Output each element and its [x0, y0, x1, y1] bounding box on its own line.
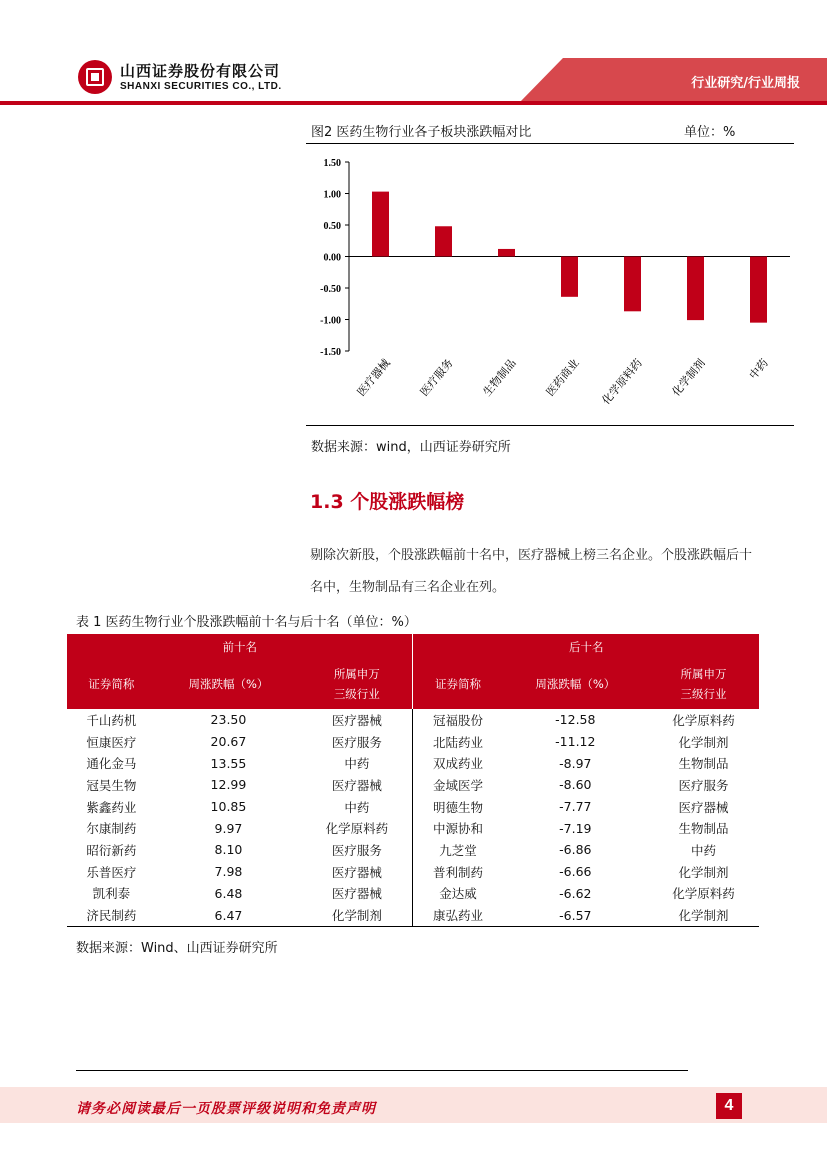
bars — [372, 192, 767, 323]
bar-6 — [750, 257, 767, 323]
cell-b-chg: -11.12 — [555, 734, 596, 750]
table-row — [67, 731, 759, 753]
cell-b-chg: -12.58 — [555, 712, 596, 728]
footer-rule — [76, 1070, 688, 1071]
cell-a-name: 凯利泰 — [92, 886, 131, 902]
cell-b-ind: 生物制品 — [678, 821, 729, 837]
cell-b-chg: -7.77 — [559, 799, 592, 815]
y-tick-label: 1.50 — [323, 158, 341, 169]
cell-a-name: 济民制药 — [67, 904, 156, 926]
logo-square-icon — [91, 73, 99, 81]
cell-a-name: 昭衍新药 — [86, 842, 137, 858]
col-industry-header: 所属申万 三级行业 — [301, 659, 413, 709]
cell-a-name: 乐普医疗 — [86, 864, 137, 880]
x-label-6: 中药 — [747, 357, 771, 382]
x-axis-labels — [354, 356, 771, 407]
stock-ranking-table — [67, 634, 759, 927]
table-row — [67, 709, 759, 731]
y-tick-label: -1.50 — [320, 347, 341, 358]
x-label-1: 医疗服务 — [418, 357, 456, 399]
table-source: 数据来源：Wind、山西证券研究所 — [76, 941, 278, 956]
cell-b-name: 普利制药 — [433, 864, 484, 880]
cell-a-chg: 6.47 — [156, 904, 301, 926]
x-label-2: 生物制品 — [481, 357, 519, 399]
cell-a-name: 恒康医疗 — [86, 734, 137, 750]
cell-b-ind: 化学制剂 — [678, 734, 729, 750]
col-name-header: 证券简称 — [67, 659, 156, 709]
col-change-header: 周涨跌幅（%） — [503, 659, 648, 709]
company-logo — [78, 60, 112, 94]
cell-b-ind: 生物制品 — [678, 756, 729, 772]
bar-3 — [561, 257, 578, 297]
cell-b-chg: -6.86 — [559, 842, 592, 858]
figure-source: 数据来源：wind，山西证券研究所 — [311, 440, 511, 455]
cell-a-name: 千山药机 — [86, 712, 137, 728]
page-number: 4 — [716, 1093, 742, 1119]
y-tick-label: 0.00 — [323, 252, 341, 264]
cell-b-ind: 化学原料药 — [672, 886, 735, 902]
cell-a-chg: 9.97 — [214, 820, 243, 836]
cell-b-ind: 化学制剂 — [648, 904, 759, 926]
cell-b-name: 金达威 — [439, 886, 477, 902]
cell-a-name: 尔康制药 — [86, 821, 137, 837]
cell-b-ind: 医疗服务 — [678, 777, 729, 793]
cell-a-chg: 20.67 — [210, 734, 247, 750]
cell-a-ind: 化学原料药 — [301, 817, 413, 839]
bar-chart — [306, 146, 794, 424]
figure-caption: 图2 医药生物行业各子板块涨跌幅对比 — [311, 125, 532, 140]
y-tick-label: -0.50 — [320, 284, 341, 295]
table-row — [67, 774, 759, 796]
cell-b-ind: 中药 — [691, 842, 717, 858]
cell-a-ind: 化学制剂 — [301, 904, 413, 926]
cell-b-chg: -7.19 — [559, 820, 592, 836]
table-row — [67, 883, 759, 905]
figure-top-rule — [306, 143, 794, 144]
cell-a-ind: 医疗器械 — [301, 861, 413, 883]
cell-b-ind: 医疗器械 — [678, 799, 729, 815]
company-name-cn: 山西证券股份有限公司 — [120, 62, 281, 80]
cell-a-ind: 医疗器械 — [301, 883, 413, 905]
cell-b-name: 金域医学 — [433, 777, 484, 793]
y-tick-label: 0.50 — [323, 221, 341, 232]
cell-a-chg: 12.99 — [210, 777, 247, 793]
x-label-3: 医药商业 — [544, 357, 582, 399]
cell-b-name: 九芝堂 — [439, 842, 477, 858]
y-tick-label: 1.00 — [323, 189, 341, 201]
cell-a-chg: 8.10 — [214, 842, 243, 858]
header-divider — [0, 101, 827, 105]
cell-a-name: 通化金马 — [86, 756, 137, 772]
x-label-5: 化学制剂 — [670, 357, 708, 399]
cell-b-name: 明德生物 — [433, 799, 484, 815]
figure-bottom-rule — [306, 425, 794, 426]
table-row — [67, 817, 759, 839]
table-row — [67, 861, 759, 883]
cell-a-chg: 6.48 — [214, 885, 243, 901]
table-row — [67, 752, 759, 774]
table-row — [67, 904, 759, 926]
cell-a-ind: 中药 — [301, 752, 413, 774]
table-caption: 表 1 医药生物行业个股涨跌幅前十名与后十名（单位：%） — [76, 615, 417, 630]
bar-2 — [498, 249, 515, 257]
cell-a-ind: 中药 — [301, 796, 413, 818]
col-change-header: 周涨跌幅（%） — [156, 659, 301, 709]
cell-b-ind: 化学制剂 — [678, 864, 729, 880]
figure-unit: 单位：% — [684, 125, 736, 140]
section-title: 1.3 个股涨跌幅榜 — [310, 491, 465, 513]
table-row — [67, 839, 759, 861]
bar-0 — [372, 192, 389, 257]
group-header-bottom: 后十名 — [413, 634, 759, 659]
col-industry-header: 所属申万 三级行业 — [648, 659, 759, 709]
x-label-4: 化学原料药 — [600, 357, 645, 408]
col-name-header: 证券简称 — [413, 659, 503, 709]
section-tag: 行业研究/行业周报 — [691, 76, 800, 91]
cell-b-chg: -6.62 — [559, 885, 592, 901]
cell-b-chg: -8.97 — [559, 755, 592, 771]
section-paragraph: 剔除次新股，个股涨跌幅前十名中，医疗器械上榜三名企业。个股涨跌幅后十名中，生物制品有三名企业在列。 — [310, 548, 753, 595]
cell-a-chg: 13.55 — [210, 755, 247, 771]
group-header-top: 前十名 — [67, 634, 413, 659]
y-tick-label: -1.00 — [320, 315, 341, 327]
cell-b-chg: -6.66 — [559, 864, 592, 880]
cell-b-chg: -8.60 — [559, 777, 592, 793]
y-axis-ticks — [320, 158, 349, 358]
cell-a-name: 紫鑫药业 — [86, 799, 137, 815]
cell-a-chg: 10.85 — [210, 799, 247, 815]
cell-a-ind: 医疗器械 — [301, 774, 413, 796]
company-name-en: SHANXI SECURITIES CO., LTD. — [120, 81, 282, 92]
table-row — [67, 796, 759, 818]
bar-1 — [435, 226, 452, 256]
cell-a-name: 冠昊生物 — [86, 777, 137, 793]
cell-b-name: 中源协和 — [433, 821, 484, 837]
bar-5 — [687, 257, 704, 321]
cell-a-ind: 医疗服务 — [301, 731, 413, 753]
cell-b-chg: -6.57 — [503, 904, 648, 926]
cell-b-name: 北陆药业 — [433, 734, 484, 750]
cell-a-chg: 7.98 — [214, 864, 243, 880]
cell-b-name: 康弘药业 — [413, 904, 503, 926]
x-label-0: 医疗器械 — [355, 357, 393, 399]
cell-b-name: 双成药业 — [433, 756, 484, 772]
cell-a-chg: 23.50 — [210, 712, 247, 728]
bar-4 — [624, 257, 641, 312]
cell-b-ind: 化学原料药 — [672, 712, 735, 728]
footer-disclaimer: 请务必阅读最后一页股票评级说明和免责声明 — [76, 1101, 376, 1117]
cell-b-name: 冠福股份 — [433, 712, 484, 728]
cell-a-ind: 医疗器械 — [301, 709, 413, 731]
cell-a-ind: 医疗服务 — [301, 839, 413, 861]
